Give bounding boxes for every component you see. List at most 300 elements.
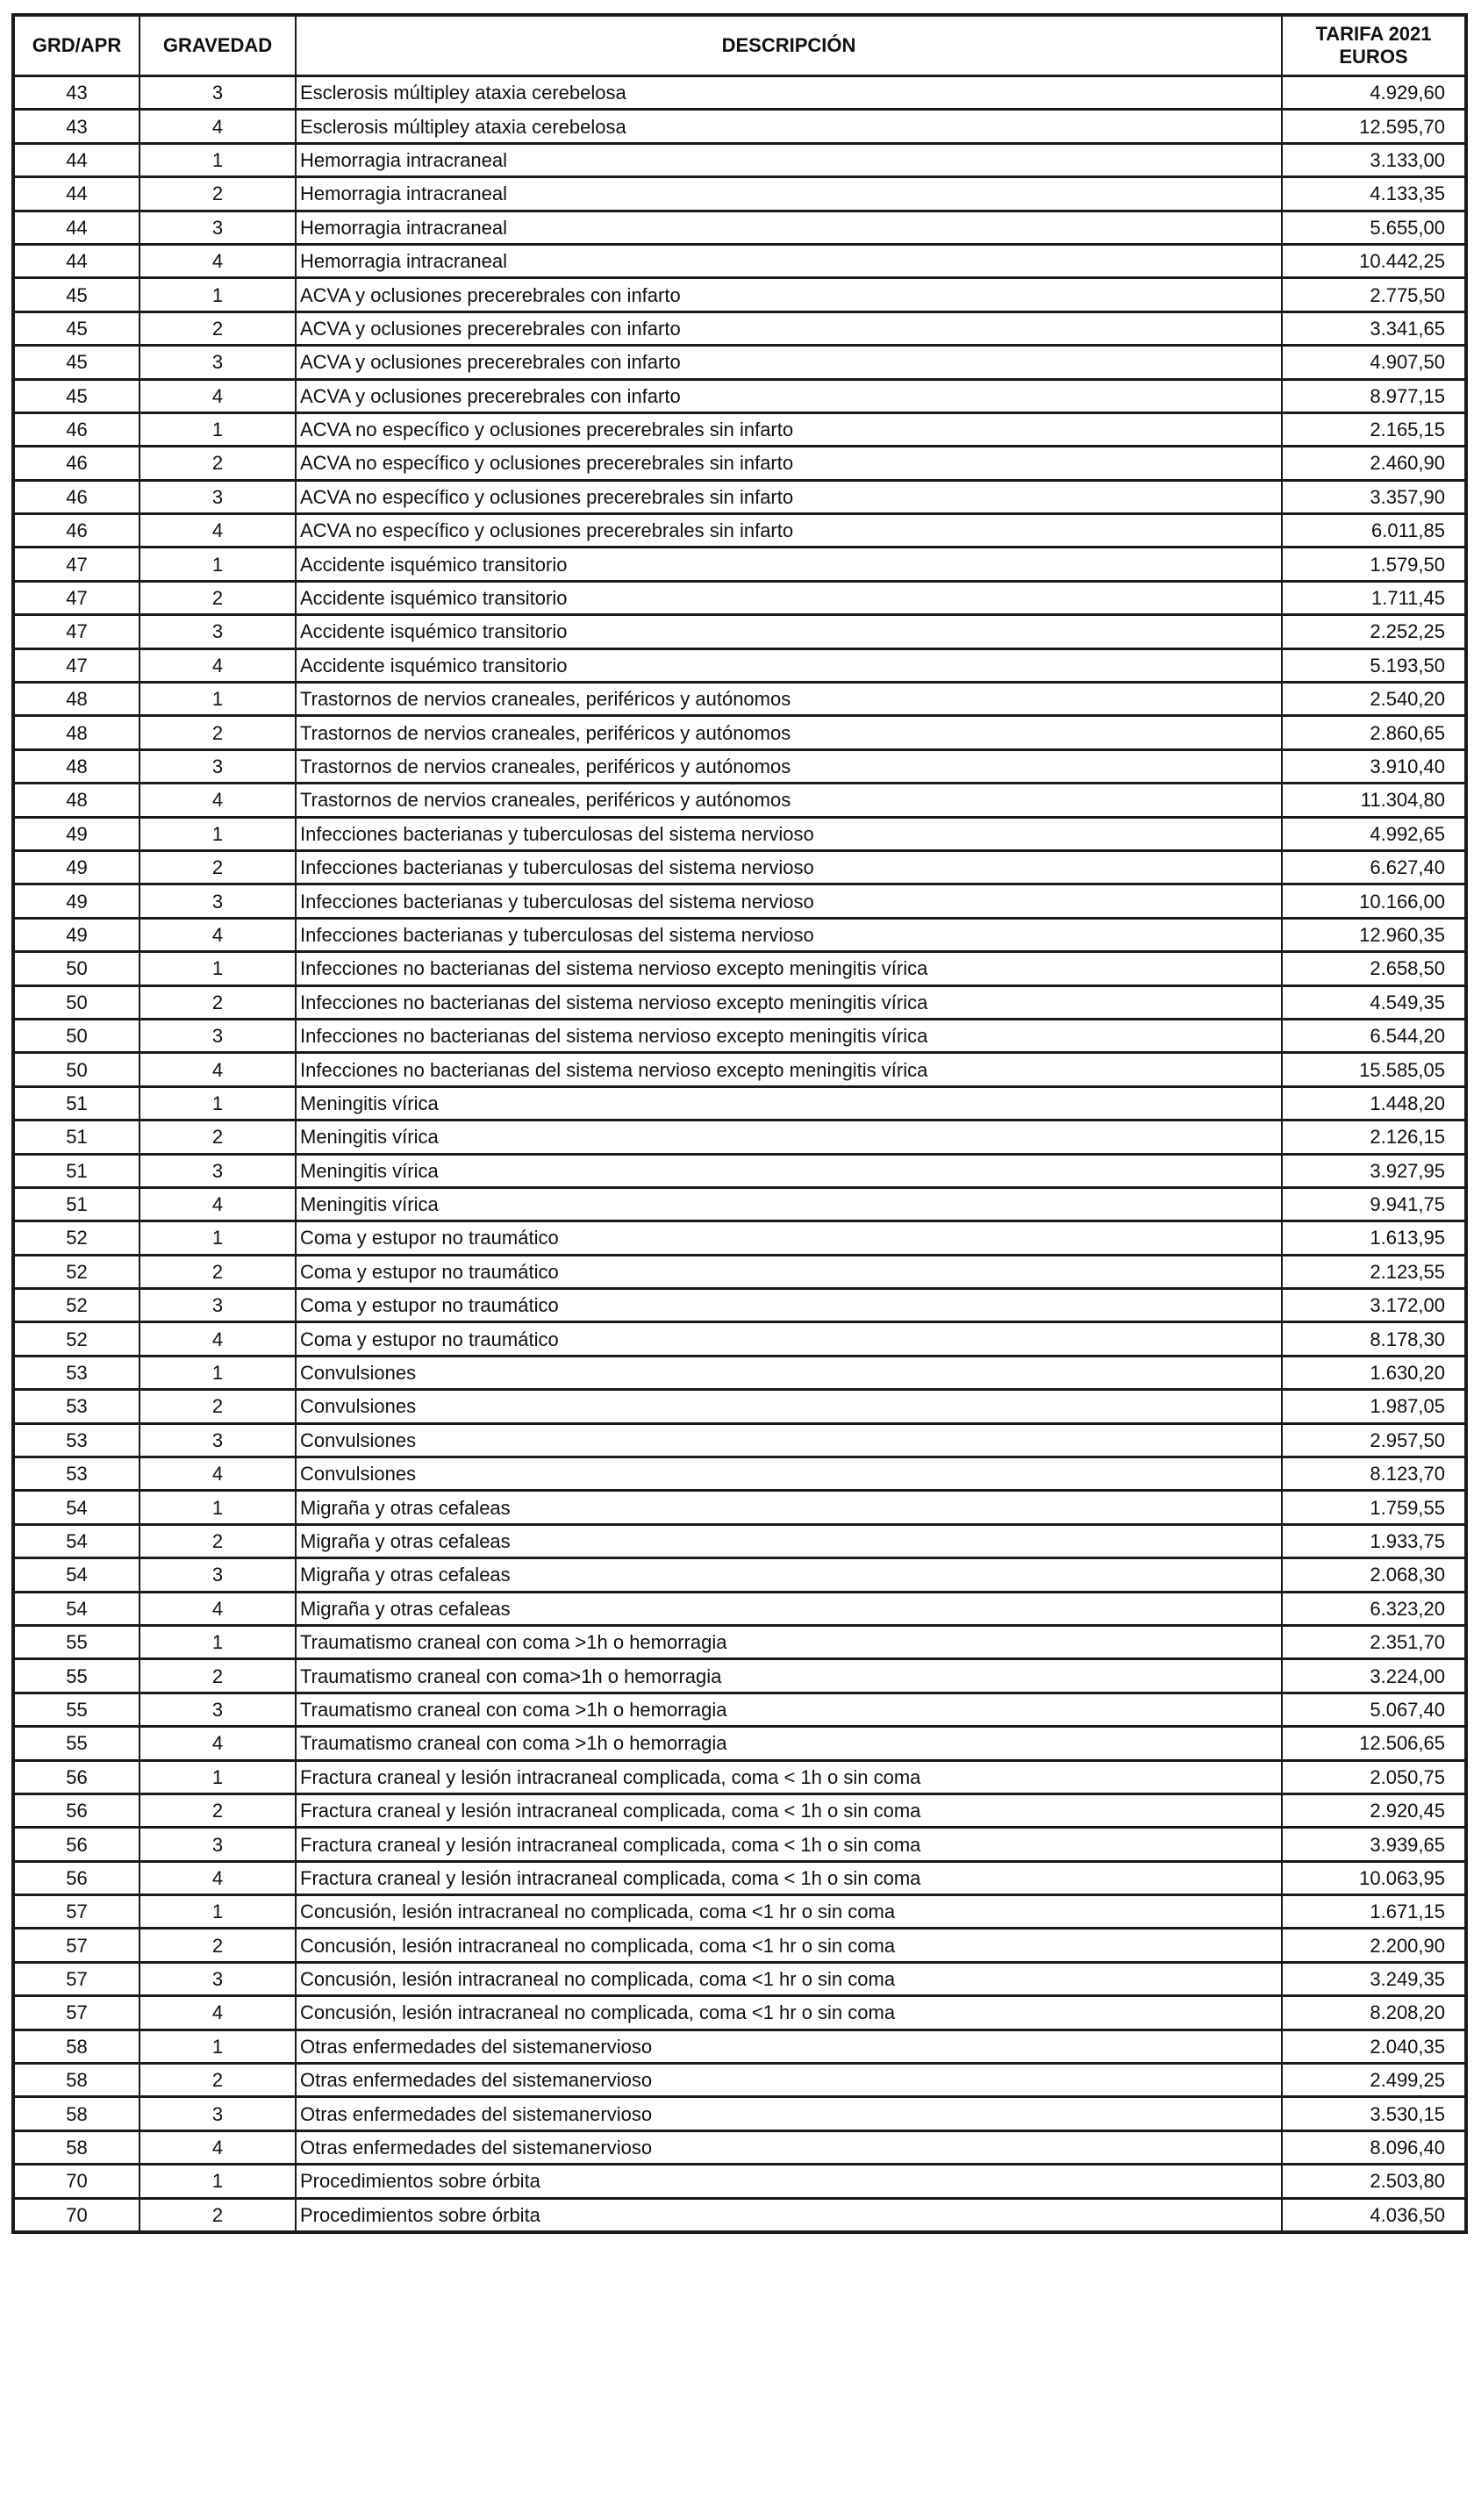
descripcion-cell: Hemorragia intracraneal (296, 211, 1282, 244)
descripcion-cell: Concusión, lesión intracraneal no complicada, coma <1 hr o sin coma (296, 1929, 1282, 1962)
table-row (13, 1524, 1466, 1557)
descripcion-cell: Trastornos de nervios craneales, periféricos y autónomos (296, 716, 1282, 749)
grd-apr-cell: 51 (13, 1187, 140, 1221)
table-row (13, 514, 1466, 548)
tarifa-cell: 2.200,90 (1282, 1929, 1466, 1962)
grd-apr-cell: 50 (13, 985, 140, 1019)
tarifa-cell: 11.304,80 (1282, 784, 1466, 817)
gravedad-cell: 1 (140, 1086, 296, 1120)
table-row (13, 2198, 1466, 2232)
descripcion-cell: Coma y estupor no traumático (296, 1322, 1282, 1356)
gravedad-cell: 1 (140, 817, 296, 850)
descripcion-cell: Concusión, lesión intracraneal no complicada, coma <1 hr o sin coma (296, 1962, 1282, 1995)
descripcion-cell: Hemorragia intracraneal (296, 244, 1282, 277)
tarifa-cell: 3.939,65 (1282, 1828, 1466, 1861)
tarifa-cell: 3.133,00 (1282, 143, 1466, 176)
table-row (13, 683, 1466, 716)
table-row (13, 1659, 1466, 1693)
gravedad-cell: 2 (140, 985, 296, 1019)
grd-apr-cell: 45 (13, 379, 140, 412)
gravedad-cell: 3 (140, 749, 296, 783)
table-row (13, 2130, 1466, 2164)
table-row (13, 1592, 1466, 1625)
descripcion-cell: ACVA y oclusiones precerebrales con infarto (296, 278, 1282, 311)
table-header (13, 15, 1466, 76)
grd-apr-cell: 45 (13, 278, 140, 311)
gravedad-cell: 2 (140, 177, 296, 211)
table-row (13, 615, 1466, 648)
header-descripcion: DESCRIPCIÓN (296, 15, 1282, 76)
descripcion-cell: Infecciones no bacterianas del sistema nervioso excepto meningitis vírica (296, 1053, 1282, 1086)
descripcion-cell: ACVA no específico y oclusiones precerebrales sin infarto (296, 412, 1282, 446)
gravedad-cell: 2 (140, 581, 296, 614)
table-row (13, 1727, 1466, 1760)
gravedad-cell: 3 (140, 1962, 296, 1995)
grd-apr-cell: 44 (13, 177, 140, 211)
descripcion-cell: ACVA y oclusiones precerebrales con infarto (296, 346, 1282, 379)
gravedad-cell: 1 (140, 2030, 296, 2063)
gravedad-cell: 1 (140, 1221, 296, 1255)
tarifa-cell: 4.133,35 (1282, 177, 1466, 211)
grd-apr-cell: 48 (13, 716, 140, 749)
table-row (13, 447, 1466, 480)
gravedad-cell: 3 (140, 1423, 296, 1457)
tarifa-cell: 1.448,20 (1282, 1086, 1466, 1120)
tarifa-cell: 3.224,00 (1282, 1659, 1466, 1693)
gravedad-cell: 2 (140, 1793, 296, 1827)
grd-apr-cell: 48 (13, 784, 140, 817)
grd-apr-cell: 56 (13, 1828, 140, 1861)
table-row (13, 784, 1466, 817)
grd-apr-cell: 46 (13, 514, 140, 548)
tarifa-cell: 9.941,75 (1282, 1187, 1466, 1221)
gravedad-cell: 4 (140, 918, 296, 951)
table-row (13, 1289, 1466, 1322)
table-row (13, 884, 1466, 918)
table-row (13, 244, 1466, 277)
grd-apr-cell: 49 (13, 817, 140, 850)
descripcion-cell: Meningitis vírica (296, 1154, 1282, 1187)
gravedad-cell: 1 (140, 548, 296, 581)
tarifa-cell: 2.068,30 (1282, 1558, 1466, 1592)
tarifa-cell: 3.357,90 (1282, 480, 1466, 513)
grd-apr-cell: 70 (13, 2198, 140, 2232)
gravedad-cell: 3 (140, 2097, 296, 2130)
descripcion-cell: Otras enfermedades del sistemanervioso (296, 2064, 1282, 2097)
descripcion-cell: Migraña y otras cefaleas (296, 1592, 1282, 1625)
table-row (13, 2097, 1466, 2130)
grd-apr-cell: 53 (13, 1390, 140, 1423)
descripcion-cell: Migraña y otras cefaleas (296, 1491, 1282, 1524)
grd-apr-cell: 58 (13, 2130, 140, 2164)
table-row (13, 1895, 1466, 1929)
gravedad-cell: 2 (140, 2198, 296, 2232)
grd-apr-cell: 56 (13, 1760, 140, 1793)
tarifa-cell: 3.927,95 (1282, 1154, 1466, 1187)
table-row (13, 1255, 1466, 1288)
gravedad-cell: 1 (140, 1625, 296, 1658)
gravedad-cell: 4 (140, 1187, 296, 1221)
gravedad-cell: 2 (140, 1120, 296, 1154)
descripcion-cell: Migraña y otras cefaleas (296, 1558, 1282, 1592)
tarifa-cell: 15.585,05 (1282, 1053, 1466, 1086)
grd-apr-cell: 58 (13, 2097, 140, 2130)
table-row (13, 1861, 1466, 1894)
descripcion-cell: Otras enfermedades del sistemanervioso (296, 2097, 1282, 2130)
descripcion-cell: Infecciones bacterianas y tuberculosas del sistema nervioso (296, 817, 1282, 850)
table-row (13, 1793, 1466, 1827)
table-row (13, 952, 1466, 985)
descripcion-cell: Procedimientos sobre órbita (296, 2198, 1282, 2232)
table-row (13, 1086, 1466, 1120)
grd-apr-cell: 57 (13, 1996, 140, 2030)
table-row (13, 1423, 1466, 1457)
descripcion-cell: Traumatismo craneal con coma >1h o hemorragia (296, 1693, 1282, 1726)
table-row (13, 1962, 1466, 1995)
gravedad-cell: 2 (140, 1524, 296, 1557)
tariff-table (11, 13, 1468, 2234)
tarifa-cell: 2.658,50 (1282, 952, 1466, 985)
grd-apr-cell: 54 (13, 1592, 140, 1625)
grd-apr-cell: 49 (13, 850, 140, 884)
gravedad-cell: 4 (140, 1322, 296, 1356)
header-tarifa-line2: EUROS (1339, 46, 1408, 68)
tarifa-cell: 3.249,35 (1282, 1962, 1466, 1995)
tarifa-cell: 3.530,15 (1282, 2097, 1466, 2130)
gravedad-cell: 4 (140, 1861, 296, 1894)
descripcion-cell: ACVA y oclusiones precerebrales con infarto (296, 379, 1282, 412)
descripcion-cell: Hemorragia intracraneal (296, 143, 1282, 176)
table-row (13, 1828, 1466, 1861)
table-row (13, 850, 1466, 884)
table-row (13, 1019, 1466, 1052)
gravedad-cell: 1 (140, 1356, 296, 1389)
table-row (13, 817, 1466, 850)
gravedad-cell: 3 (140, 1289, 296, 1322)
descripcion-cell: Infecciones bacterianas y tuberculosas del sistema nervioso (296, 918, 1282, 951)
tarifa-cell: 10.063,95 (1282, 1861, 1466, 1894)
table-row (13, 985, 1466, 1019)
tarifa-cell: 6.627,40 (1282, 850, 1466, 884)
grd-apr-cell: 44 (13, 211, 140, 244)
grd-apr-cell: 46 (13, 447, 140, 480)
descripcion-cell: Meningitis vírica (296, 1086, 1282, 1120)
grd-apr-cell: 55 (13, 1625, 140, 1658)
grd-apr-cell: 47 (13, 648, 140, 682)
gravedad-cell: 1 (140, 143, 296, 176)
gravedad-cell: 4 (140, 2130, 296, 2164)
grd-apr-cell: 54 (13, 1491, 140, 1524)
tarifa-cell: 3.341,65 (1282, 311, 1466, 345)
descripcion-cell: Accidente isquémico transitorio (296, 648, 1282, 682)
tarifa-cell: 2.920,45 (1282, 1793, 1466, 1827)
descripcion-cell: Otras enfermedades del sistemanervioso (296, 2030, 1282, 2063)
tarifa-cell: 2.860,65 (1282, 716, 1466, 749)
tarifa-cell: 1.671,15 (1282, 1895, 1466, 1929)
gravedad-cell: 3 (140, 1154, 296, 1187)
header-gravedad: GRAVEDAD (140, 15, 296, 76)
tarifa-cell: 2.050,75 (1282, 1760, 1466, 1793)
tarifa-cell: 1.759,55 (1282, 1491, 1466, 1524)
descripcion-cell: Meningitis vírica (296, 1187, 1282, 1221)
table-row (13, 1491, 1466, 1524)
descripcion-cell: Coma y estupor no traumático (296, 1255, 1282, 1288)
table-row (13, 1120, 1466, 1154)
grd-apr-cell: 55 (13, 1727, 140, 1760)
tarifa-cell: 2.460,90 (1282, 447, 1466, 480)
gravedad-cell: 1 (140, 683, 296, 716)
gravedad-cell: 4 (140, 1727, 296, 1760)
gravedad-cell: 1 (140, 2165, 296, 2198)
grd-apr-cell: 54 (13, 1524, 140, 1557)
descripcion-cell: Trastornos de nervios craneales, periféricos y autónomos (296, 683, 1282, 716)
tarifa-cell: 2.040,35 (1282, 2030, 1466, 2063)
tarifa-cell: 5.067,40 (1282, 1693, 1466, 1726)
grd-apr-cell: 52 (13, 1322, 140, 1356)
descripcion-cell: Coma y estupor no traumático (296, 1221, 1282, 1255)
grd-apr-cell: 46 (13, 412, 140, 446)
gravedad-cell: 4 (140, 1592, 296, 1625)
table-row (13, 1625, 1466, 1658)
grd-apr-cell: 44 (13, 143, 140, 176)
tarifa-cell: 1.933,75 (1282, 1524, 1466, 1557)
descripcion-cell: Convulsiones (296, 1423, 1282, 1457)
descripcion-cell: Fractura craneal y lesión intracraneal complicada, coma < 1h o sin coma (296, 1861, 1282, 1894)
grd-apr-cell: 49 (13, 918, 140, 951)
gravedad-cell: 2 (140, 2064, 296, 2097)
descripcion-cell: Trastornos de nervios craneales, periféricos y autónomos (296, 784, 1282, 817)
descripcion-cell: Infecciones no bacterianas del sistema nervioso excepto meningitis vírica (296, 1019, 1282, 1052)
grd-apr-cell: 51 (13, 1154, 140, 1187)
table-row (13, 648, 1466, 682)
gravedad-cell: 3 (140, 1019, 296, 1052)
table-row (13, 110, 1466, 143)
grd-apr-cell: 54 (13, 1558, 140, 1592)
tarifa-cell: 4.907,50 (1282, 346, 1466, 379)
table-row (13, 1187, 1466, 1221)
descripcion-cell: Accidente isquémico transitorio (296, 581, 1282, 614)
table-row (13, 379, 1466, 412)
descripcion-cell: Traumatismo craneal con coma >1h o hemorragia (296, 1727, 1282, 1760)
grd-apr-cell: 43 (13, 110, 140, 143)
tarifa-cell: 4.036,50 (1282, 2198, 1466, 2232)
descripcion-cell: Infecciones no bacterianas del sistema nervioso excepto meningitis vírica (296, 952, 1282, 985)
descripcion-cell: Otras enfermedades del sistemanervioso (296, 2130, 1282, 2164)
descripcion-cell: Fractura craneal y lesión intracraneal complicada, coma < 1h o sin coma (296, 1828, 1282, 1861)
tarifa-cell: 5.655,00 (1282, 211, 1466, 244)
grd-apr-cell: 49 (13, 884, 140, 918)
descripcion-cell: Infecciones bacterianas y tuberculosas del sistema nervioso (296, 884, 1282, 918)
tarifa-cell: 12.506,65 (1282, 1727, 1466, 1760)
grd-apr-cell: 50 (13, 1053, 140, 1086)
grd-apr-cell: 57 (13, 1962, 140, 1995)
descripcion-cell: Fractura craneal y lesión intracraneal complicada, coma < 1h o sin coma (296, 1760, 1282, 1793)
table-row (13, 1154, 1466, 1187)
descripcion-cell: ACVA no específico y oclusiones precerebrales sin infarto (296, 480, 1282, 513)
grd-apr-cell: 50 (13, 952, 140, 985)
gravedad-cell: 3 (140, 1828, 296, 1861)
tarifa-cell: 6.544,20 (1282, 1019, 1466, 1052)
tarifa-cell: 6.323,20 (1282, 1592, 1466, 1625)
descripcion-cell: Fractura craneal y lesión intracraneal complicada, coma < 1h o sin coma (296, 1793, 1282, 1827)
grd-apr-cell: 47 (13, 581, 140, 614)
gravedad-cell: 4 (140, 784, 296, 817)
table-body (13, 76, 1466, 2233)
gravedad-cell: 4 (140, 514, 296, 548)
descripcion-cell: Convulsiones (296, 1457, 1282, 1491)
tarifa-cell: 4.929,60 (1282, 76, 1466, 110)
gravedad-cell: 3 (140, 346, 296, 379)
descripcion-cell: Infecciones bacterianas y tuberculosas del sistema nervioso (296, 850, 1282, 884)
table-row (13, 548, 1466, 581)
gravedad-cell: 4 (140, 1053, 296, 1086)
gravedad-cell: 2 (140, 1390, 296, 1423)
table-row (13, 1322, 1466, 1356)
table-row (13, 1693, 1466, 1726)
table-row (13, 1390, 1466, 1423)
descripcion-cell: ACVA no específico y oclusiones precerebrales sin infarto (296, 447, 1282, 480)
gravedad-cell: 4 (140, 648, 296, 682)
descripcion-cell: Traumatismo craneal con coma >1h o hemorragia (296, 1625, 1282, 1658)
descripcion-cell: Hemorragia intracraneal (296, 177, 1282, 211)
grd-apr-cell: 55 (13, 1659, 140, 1693)
gravedad-cell: 3 (140, 884, 296, 918)
grd-apr-cell: 52 (13, 1289, 140, 1322)
header-tarifa (1282, 15, 1466, 76)
tarifa-cell: 6.011,85 (1282, 514, 1466, 548)
tarifa-cell: 2.123,55 (1282, 1255, 1466, 1288)
descripcion-cell: Esclerosis múltipley ataxia cerebelosa (296, 76, 1282, 110)
table-row (13, 749, 1466, 783)
gravedad-cell: 1 (140, 412, 296, 446)
table-row (13, 412, 1466, 446)
tarifa-cell: 2.540,20 (1282, 683, 1466, 716)
descripcion-cell: Accidente isquémico transitorio (296, 615, 1282, 648)
grd-apr-cell: 47 (13, 615, 140, 648)
descripcion-cell: Accidente isquémico transitorio (296, 548, 1282, 581)
gravedad-cell: 4 (140, 379, 296, 412)
grd-apr-cell: 51 (13, 1086, 140, 1120)
descripcion-cell: Esclerosis múltipley ataxia cerebelosa (296, 110, 1282, 143)
table-row (13, 1221, 1466, 1255)
gravedad-cell: 3 (140, 76, 296, 110)
tarifa-cell: 2.351,70 (1282, 1625, 1466, 1658)
tarifa-cell: 12.960,35 (1282, 918, 1466, 951)
tarifa-cell: 1.711,45 (1282, 581, 1466, 614)
tarifa-cell: 2.499,25 (1282, 2064, 1466, 2097)
table-row (13, 1053, 1466, 1086)
table-row (13, 346, 1466, 379)
descripcion-cell: Procedimientos sobre órbita (296, 2165, 1282, 2198)
grd-apr-cell: 50 (13, 1019, 140, 1052)
table-row (13, 1558, 1466, 1592)
grd-apr-cell: 53 (13, 1457, 140, 1491)
grd-apr-cell: 56 (13, 1861, 140, 1894)
tarifa-cell: 8.123,70 (1282, 1457, 1466, 1491)
grd-apr-cell: 51 (13, 1120, 140, 1154)
tarifa-cell: 8.178,30 (1282, 1322, 1466, 1356)
grd-apr-cell: 57 (13, 1895, 140, 1929)
tarifa-cell: 8.208,20 (1282, 1996, 1466, 2030)
gravedad-cell: 2 (140, 850, 296, 884)
tarifa-cell: 2.126,15 (1282, 1120, 1466, 1154)
table-row (13, 143, 1466, 176)
gravedad-cell: 1 (140, 952, 296, 985)
tarifa-cell: 3.172,00 (1282, 1289, 1466, 1322)
gravedad-cell: 2 (140, 1255, 296, 1288)
grd-apr-cell: 47 (13, 548, 140, 581)
tarifa-cell: 2.252,25 (1282, 615, 1466, 648)
descripcion-cell: Convulsiones (296, 1390, 1282, 1423)
descripcion-cell: Trastornos de nervios craneales, periféricos y autónomos (296, 749, 1282, 783)
gravedad-cell: 3 (140, 615, 296, 648)
gravedad-cell: 1 (140, 1760, 296, 1793)
gravedad-cell: 1 (140, 278, 296, 311)
gravedad-cell: 2 (140, 716, 296, 749)
table-row (13, 1760, 1466, 1793)
grd-apr-cell: 55 (13, 1693, 140, 1726)
tarifa-cell: 1.987,05 (1282, 1390, 1466, 1423)
tarifa-cell: 4.992,65 (1282, 817, 1466, 850)
descripcion-cell: Traumatismo craneal con coma>1h o hemorragia (296, 1659, 1282, 1693)
tarifa-cell: 8.977,15 (1282, 379, 1466, 412)
table-row (13, 2165, 1466, 2198)
table-row (13, 1356, 1466, 1389)
gravedad-cell: 2 (140, 447, 296, 480)
gravedad-cell: 4 (140, 244, 296, 277)
gravedad-cell: 2 (140, 1659, 296, 1693)
table-row (13, 2030, 1466, 2063)
tarifa-cell: 2.503,80 (1282, 2165, 1466, 2198)
tarifa-cell: 10.442,25 (1282, 244, 1466, 277)
tarifa-cell: 8.096,40 (1282, 2130, 1466, 2164)
grd-apr-cell: 44 (13, 244, 140, 277)
gravedad-cell: 3 (140, 1558, 296, 1592)
table-row (13, 2064, 1466, 2097)
table-row (13, 1996, 1466, 2030)
grd-apr-cell: 58 (13, 2064, 140, 2097)
tarifa-cell: 5.193,50 (1282, 648, 1466, 682)
descripcion-cell: Concusión, lesión intracraneal no complicada, coma <1 hr o sin coma (296, 1895, 1282, 1929)
grd-apr-cell: 48 (13, 749, 140, 783)
gravedad-cell: 4 (140, 110, 296, 143)
tarifa-cell: 3.910,40 (1282, 749, 1466, 783)
grd-apr-cell: 52 (13, 1255, 140, 1288)
grd-apr-cell: 70 (13, 2165, 140, 2198)
tarifa-cell: 1.630,20 (1282, 1356, 1466, 1389)
table-row (13, 918, 1466, 951)
gravedad-cell: 2 (140, 1929, 296, 1962)
descripcion-cell: Convulsiones (296, 1356, 1282, 1389)
descripcion-cell: Coma y estupor no traumático (296, 1289, 1282, 1322)
grd-apr-cell: 45 (13, 346, 140, 379)
grd-apr-cell: 43 (13, 76, 140, 110)
table-row (13, 581, 1466, 614)
tarifa-cell: 1.613,95 (1282, 1221, 1466, 1255)
gravedad-cell: 1 (140, 1491, 296, 1524)
descripcion-cell: Migraña y otras cefaleas (296, 1524, 1282, 1557)
grd-apr-cell: 46 (13, 480, 140, 513)
table-row (13, 480, 1466, 513)
table-row (13, 1929, 1466, 1962)
tarifa-cell: 2.957,50 (1282, 1423, 1466, 1457)
grd-apr-cell: 53 (13, 1356, 140, 1389)
gravedad-cell: 3 (140, 211, 296, 244)
grd-apr-cell: 48 (13, 683, 140, 716)
header-grd-apr: GRD/APR (13, 15, 140, 76)
table-row (13, 716, 1466, 749)
gravedad-cell: 4 (140, 1457, 296, 1491)
